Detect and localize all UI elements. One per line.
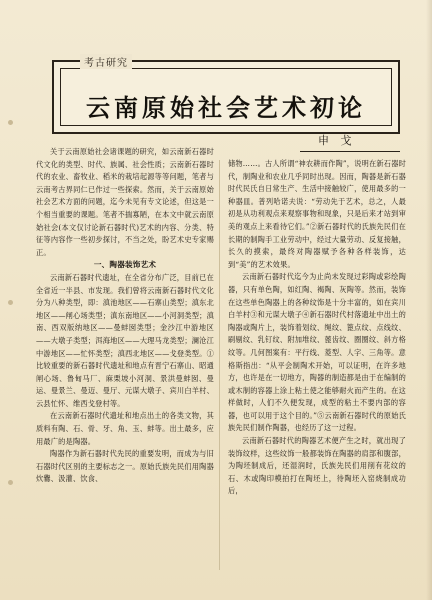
column-divider xyxy=(219,160,220,570)
author-rule xyxy=(300,151,400,152)
page-edge-shadow xyxy=(426,0,432,600)
paragraph: 关于云南原始社会诸课题的研究，如云南新石器时代文化的类型、时代、族属、社会性质；云南新石器时代的农业、畜牧业、稻米的栽培起源等等问题，笔者与云南考古界同仁已作过一些探索。然而，关于云南原始社会艺术方面的问题，迄今未见有专文论述，但这是一个相当重要的课题。笔者不揣寡陋，在本文中就云南原始社会(本文仅讨论新石器时代)艺术的内容、分类、特征等内容作一些初步探讨，不当之处，盼艺术史专家赐正。 xyxy=(36,147,214,257)
paragraph: 云南新石器时代遗址，在全省分布广泛，目前已在全省近一半县、市发现。我们曾将云南新石器时代文化分为八种类型，即：滇池地区——石寨山类型；滇东北地区——闸心场类型；滇东南地区——小河洞类型；滇南、西双版纳地区——曼蚌囡类型；金沙江中游地区——大墩子类型；洱海地区——大理马龙类型；澜沧江中游地区——忙怀类型；滇西北地区——戈登类型。①比较重要的新石器时代遗址和地点有晋宁石寨山、昭通闸心场、鲁甸马厂、麻栗坡小河洞、景洪曼蚌囡、曼运、曼景兰、曼迈、曼厅、元谋大墩子、宾川白羊村、云县忙怀、维西戈登村等。 xyxy=(36,272,214,408)
binder-hole xyxy=(8,300,13,305)
binder-hole xyxy=(8,480,13,485)
paragraph: 云南新石器时代的陶器艺术便产生之时，就出现了装饰纹样，这些纹饰一般都装饰在陶器的肩部和腹部，为陶坯制成后，还湿润时，氏族先民们用削有花纹的石、木或陶印模拍打在陶坯上，待陶坯入窑烧制成功后， xyxy=(228,436,406,496)
author-name: 申 戈 xyxy=(318,134,356,147)
section-heading: 一、陶器装饰艺术 xyxy=(93,260,157,270)
article-title: 云南原始社会艺术初论 xyxy=(86,93,366,122)
binder-hole xyxy=(8,120,13,125)
left-column xyxy=(36,146,214,576)
paragraph: 在云南新石器时代遗址和地点出土的各类文物，其质料有陶、石、骨、牙、角、玉、蚌等。出土最多，应用最广的是陶器。 xyxy=(36,411,214,446)
section-tag: 考古研究 xyxy=(80,54,132,69)
paragraph: 云南新石器时代迄今为止尚未发现过彩陶或彩绘陶器，只有单色陶，如红陶、褐陶、灰陶等。然而，装饰在这些单色陶器上的各种纹饰是十分丰富的，如在宾川白羊村③和元谋大墩子④新石器时代村落遗址中出土的陶器或陶片上，装饰着划纹、绳纹、篦点纹、点线纹、刷剔纹、乳钉纹、附加堆纹、蓖齿纹、圈圈纹、斜方格纹等。几何图案有：平行线、菱型、人字、三角等。意格斯指出：“从平会制陶术开始，可以证明，在许多地方，也许是在一切地方，陶器的制造都是由于在编制的或木制的容器上涂上粘土使之能够耐火而产生的。在这样做时，人们不久便发现，成型的粘土不要内部的容器，也可以用于这个目的。”⑤云南新石器时代的原始氏族先民们制作陶器，也经历了这一过程。 xyxy=(228,272,406,433)
right-column xyxy=(228,158,406,576)
paragraph: 陶器作为新石器时代先民的重要发明，而成为与旧石器时代区别的主要标志之一。原始氏族先民们用陶器炊爨、汲灌、饮食、 xyxy=(36,449,214,484)
paragraph: 储物……。古人所谓“神农耕而作陶”，说明在新石器时代，制陶业和农业几乎同时出现。因而，陶器是新石器时代民氏自日常生产、生活中接触较广，使用最多的一种器皿。普列哈诺夫说：“劳动先于艺术，总之，人最初是从功利观点来观察事物和现象，只是后来才站到审美的观点上来看待它们。”②新石器时代的氏族先民们在长期的制陶手工业劳动中，经过大量劳动、反复接触，长久的摸索，最终对陶器赋予各种各样装饰，达到“美”的艺术效果。 xyxy=(228,159,406,269)
